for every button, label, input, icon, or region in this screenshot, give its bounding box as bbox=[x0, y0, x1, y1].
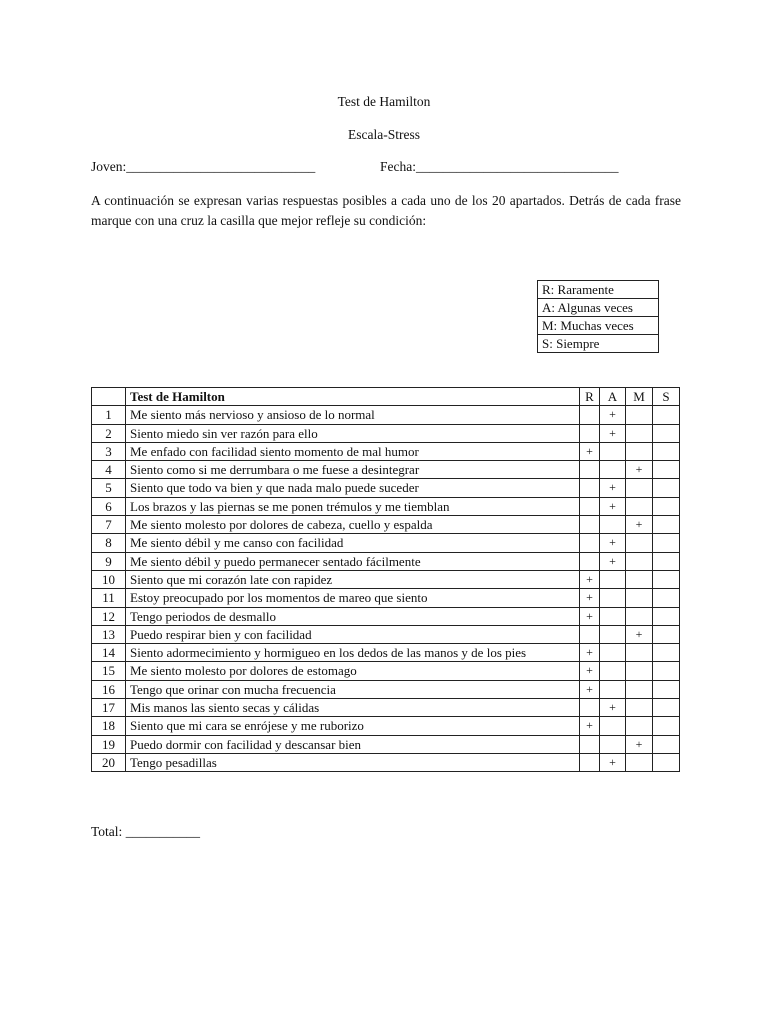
row-number: 2 bbox=[92, 424, 126, 442]
table-header-row bbox=[92, 388, 680, 406]
answer-cell-a[interactable]: + bbox=[600, 699, 626, 717]
row-statement: Siento como si me derrumbara o me fuese a desintegrar bbox=[126, 461, 580, 479]
answer-cell-a[interactable] bbox=[600, 625, 626, 643]
answer-cell-s[interactable] bbox=[653, 534, 680, 552]
row-statement: Siento adormecimiento y hormigueo en los dedos de las manos y de los pies bbox=[126, 644, 580, 662]
fecha-field bbox=[380, 159, 619, 175]
row-statement: Me enfado con facilidad siento momento de mal humor bbox=[126, 442, 580, 460]
table-row bbox=[92, 644, 680, 662]
answer-cell-m[interactable]: + bbox=[626, 735, 653, 753]
answer-cell-m[interactable] bbox=[626, 753, 653, 771]
table-row bbox=[92, 699, 680, 717]
answer-cell-a[interactable] bbox=[600, 570, 626, 588]
answer-cell-r[interactable] bbox=[580, 497, 600, 515]
answer-cell-r[interactable]: + bbox=[580, 607, 600, 625]
answer-cell-a[interactable]: + bbox=[600, 552, 626, 570]
answer-cell-a[interactable]: + bbox=[600, 497, 626, 515]
answer-cell-r[interactable]: + bbox=[580, 662, 600, 680]
row-statement: Me siento débil y puedo permanecer sentado fácilmente bbox=[126, 552, 580, 570]
header-col-m: M bbox=[626, 388, 653, 406]
legend-row bbox=[538, 281, 659, 299]
row-number: 18 bbox=[92, 717, 126, 735]
row-statement: Mis manos las siento secas y cálidas bbox=[126, 699, 580, 717]
total-label: Total: bbox=[91, 824, 123, 839]
answer-cell-r[interactable] bbox=[580, 424, 600, 442]
table-row bbox=[92, 442, 680, 460]
answer-cell-s[interactable] bbox=[653, 680, 680, 698]
row-number: 10 bbox=[92, 570, 126, 588]
row-number: 11 bbox=[92, 589, 126, 607]
answer-cell-s[interactable] bbox=[653, 662, 680, 680]
answer-cell-r[interactable] bbox=[580, 735, 600, 753]
table-row bbox=[92, 735, 680, 753]
answer-cell-r[interactable] bbox=[580, 479, 600, 497]
row-number: 19 bbox=[92, 735, 126, 753]
answer-cell-r[interactable]: + bbox=[580, 644, 600, 662]
legend-row bbox=[538, 317, 659, 335]
row-statement: Me siento débil y me canso con facilidad bbox=[126, 534, 580, 552]
document-title: Test de Hamilton bbox=[337, 94, 431, 109]
header-col-r: R bbox=[580, 388, 600, 406]
answer-cell-m[interactable] bbox=[626, 589, 653, 607]
row-number: 13 bbox=[92, 625, 126, 643]
answer-cell-a[interactable] bbox=[600, 680, 626, 698]
answer-cell-r[interactable]: + bbox=[580, 680, 600, 698]
answer-cell-r[interactable] bbox=[580, 406, 600, 424]
answer-cell-m[interactable] bbox=[626, 662, 653, 680]
row-statement: Siento que mi cara se enrójese y me ruborizo bbox=[126, 717, 580, 735]
answer-cell-m[interactable] bbox=[626, 442, 653, 460]
answer-cell-m[interactable] bbox=[626, 680, 653, 698]
answer-cell-a[interactable] bbox=[600, 442, 626, 460]
table-row bbox=[92, 753, 680, 771]
answer-cell-s[interactable] bbox=[653, 406, 680, 424]
answer-cell-m[interactable] bbox=[626, 570, 653, 588]
table-row bbox=[92, 406, 680, 424]
row-number: 5 bbox=[92, 479, 126, 497]
answer-cell-a[interactable]: + bbox=[600, 424, 626, 442]
answer-cell-s[interactable] bbox=[653, 516, 680, 534]
answer-cell-a[interactable] bbox=[600, 589, 626, 607]
answer-cell-m[interactable]: + bbox=[626, 625, 653, 643]
answer-cell-m[interactable] bbox=[626, 406, 653, 424]
answer-cell-r[interactable] bbox=[580, 699, 600, 717]
row-statement: Tengo pesadillas bbox=[126, 753, 580, 771]
answer-cell-s[interactable] bbox=[653, 589, 680, 607]
answer-cell-m[interactable] bbox=[626, 552, 653, 570]
table-row bbox=[92, 534, 680, 552]
legend-item: S: Siempre bbox=[538, 335, 659, 353]
fecha-label: Fecha: bbox=[380, 159, 416, 174]
header-col-s: S bbox=[653, 388, 680, 406]
row-statement: Estoy preocupado por los momentos de mareo que siento bbox=[126, 589, 580, 607]
row-number: 20 bbox=[92, 753, 126, 771]
row-statement: Me siento molesto por dolores de estomago bbox=[126, 662, 580, 680]
row-number: 14 bbox=[92, 644, 126, 662]
table-row bbox=[92, 497, 680, 515]
answer-cell-s[interactable] bbox=[653, 735, 680, 753]
answer-cell-s[interactable] bbox=[653, 607, 680, 625]
answer-cell-r[interactable] bbox=[580, 516, 600, 534]
row-statement: Siento miedo sin ver razón para ello bbox=[126, 424, 580, 442]
joven-label: Joven: bbox=[91, 159, 127, 174]
answer-cell-r[interactable]: + bbox=[580, 442, 600, 460]
answer-cell-a[interactable] bbox=[600, 662, 626, 680]
answer-cell-r[interactable] bbox=[580, 625, 600, 643]
row-statement: Puedo dormir con facilidad y descansar bien bbox=[126, 735, 580, 753]
answer-cell-s[interactable] bbox=[653, 497, 680, 515]
row-statement: Me siento más nervioso y ansioso de lo normal bbox=[126, 406, 580, 424]
instructions-paragraph: A continuación se expresan varias respuestas posibles a cada uno de los 20 apartados. Detrás de cada frase marque con una cruz la casilla que mejor refleje su condición: bbox=[91, 193, 681, 228]
answer-cell-a[interactable]: + bbox=[600, 479, 626, 497]
row-number: 3 bbox=[92, 442, 126, 460]
hamilton-table bbox=[91, 387, 680, 772]
header-number-cell bbox=[92, 388, 126, 406]
answer-cell-r[interactable] bbox=[580, 534, 600, 552]
answer-cell-a[interactable] bbox=[600, 717, 626, 735]
row-statement: Tengo que orinar con mucha frecuencia bbox=[126, 680, 580, 698]
answer-cell-s[interactable] bbox=[653, 479, 680, 497]
answer-cell-s[interactable] bbox=[653, 753, 680, 771]
answer-cell-m[interactable] bbox=[626, 717, 653, 735]
row-number: 17 bbox=[92, 699, 126, 717]
total-field bbox=[91, 824, 200, 840]
answer-cell-a[interactable]: + bbox=[600, 534, 626, 552]
answer-cell-r[interactable] bbox=[580, 552, 600, 570]
answer-cell-m[interactable] bbox=[626, 644, 653, 662]
answer-cell-s[interactable] bbox=[653, 717, 680, 735]
legend-item: R: Raramente bbox=[538, 281, 659, 299]
answer-cell-r[interactable] bbox=[580, 753, 600, 771]
table-row bbox=[92, 625, 680, 643]
row-statement: Me siento molesto por dolores de cabeza, cuello y espalda bbox=[126, 516, 580, 534]
answer-cell-r[interactable]: + bbox=[580, 589, 600, 607]
row-statement: Siento que todo va bien y que nada malo puede suceder bbox=[126, 479, 580, 497]
row-number: 15 bbox=[92, 662, 126, 680]
table-row bbox=[92, 516, 680, 534]
legend-item: M: Muchas veces bbox=[538, 317, 659, 335]
header-title-cell: Test de Hamilton bbox=[126, 388, 580, 406]
header-col-a: A bbox=[600, 388, 626, 406]
answer-cell-r[interactable]: + bbox=[580, 717, 600, 735]
row-number: 7 bbox=[92, 516, 126, 534]
answer-cell-s[interactable] bbox=[653, 699, 680, 717]
document-subtitle: Escala-Stress bbox=[348, 127, 420, 142]
answer-cell-r[interactable]: + bbox=[580, 570, 600, 588]
table-row bbox=[92, 461, 680, 479]
joven-field bbox=[91, 159, 315, 175]
row-statement: Puedo respirar bien y con facilidad bbox=[126, 625, 580, 643]
answer-cell-s[interactable] bbox=[653, 570, 680, 588]
table-row bbox=[92, 717, 680, 735]
row-number: 1 bbox=[92, 406, 126, 424]
answer-cell-s[interactable] bbox=[653, 552, 680, 570]
answer-cell-r[interactable] bbox=[580, 461, 600, 479]
answer-cell-s[interactable] bbox=[653, 644, 680, 662]
answer-cell-m[interactable] bbox=[626, 534, 653, 552]
table-row bbox=[92, 589, 680, 607]
answer-cell-a[interactable] bbox=[600, 516, 626, 534]
answer-cell-m[interactable] bbox=[626, 607, 653, 625]
answer-cell-s[interactable] bbox=[653, 625, 680, 643]
legend-row bbox=[538, 335, 659, 353]
total-blank: ___________ bbox=[125, 824, 200, 839]
answer-cell-a[interactable] bbox=[600, 607, 626, 625]
fecha-blank: ______________________________ bbox=[416, 159, 619, 174]
answer-cell-m[interactable] bbox=[626, 424, 653, 442]
table-row bbox=[92, 424, 680, 442]
answer-cell-a[interactable] bbox=[600, 644, 626, 662]
row-number: 6 bbox=[92, 497, 126, 515]
answer-cell-m[interactable] bbox=[626, 479, 653, 497]
row-number: 4 bbox=[92, 461, 126, 479]
answer-cell-a[interactable] bbox=[600, 735, 626, 753]
row-number: 12 bbox=[92, 607, 126, 625]
row-statement: Los brazos y las piernas se me ponen trémulos y me tiemblan bbox=[126, 497, 580, 515]
answer-cell-a[interactable]: + bbox=[600, 406, 626, 424]
answer-cell-a[interactable] bbox=[600, 461, 626, 479]
table-row bbox=[92, 479, 680, 497]
answer-cell-s[interactable] bbox=[653, 442, 680, 460]
answer-cell-m[interactable] bbox=[626, 497, 653, 515]
joven-blank: ____________________________ bbox=[126, 159, 316, 174]
answer-cell-m[interactable]: + bbox=[626, 516, 653, 534]
legend-table bbox=[537, 280, 659, 353]
row-statement: Siento que mi corazón late con rapidez bbox=[126, 570, 580, 588]
table-row bbox=[92, 552, 680, 570]
legend-item: A: Algunas veces bbox=[538, 299, 659, 317]
answer-cell-m[interactable] bbox=[626, 699, 653, 717]
table-row bbox=[92, 607, 680, 625]
table-row bbox=[92, 680, 680, 698]
answer-cell-s[interactable] bbox=[653, 461, 680, 479]
table-row bbox=[92, 570, 680, 588]
row-statement: Tengo periodos de desmallo bbox=[126, 607, 580, 625]
row-number: 8 bbox=[92, 534, 126, 552]
answer-cell-a[interactable]: + bbox=[600, 753, 626, 771]
table-row bbox=[92, 662, 680, 680]
answer-cell-s[interactable] bbox=[653, 424, 680, 442]
row-number: 9 bbox=[92, 552, 126, 570]
row-number: 16 bbox=[92, 680, 126, 698]
answer-cell-m[interactable]: + bbox=[626, 461, 653, 479]
legend-row bbox=[538, 299, 659, 317]
